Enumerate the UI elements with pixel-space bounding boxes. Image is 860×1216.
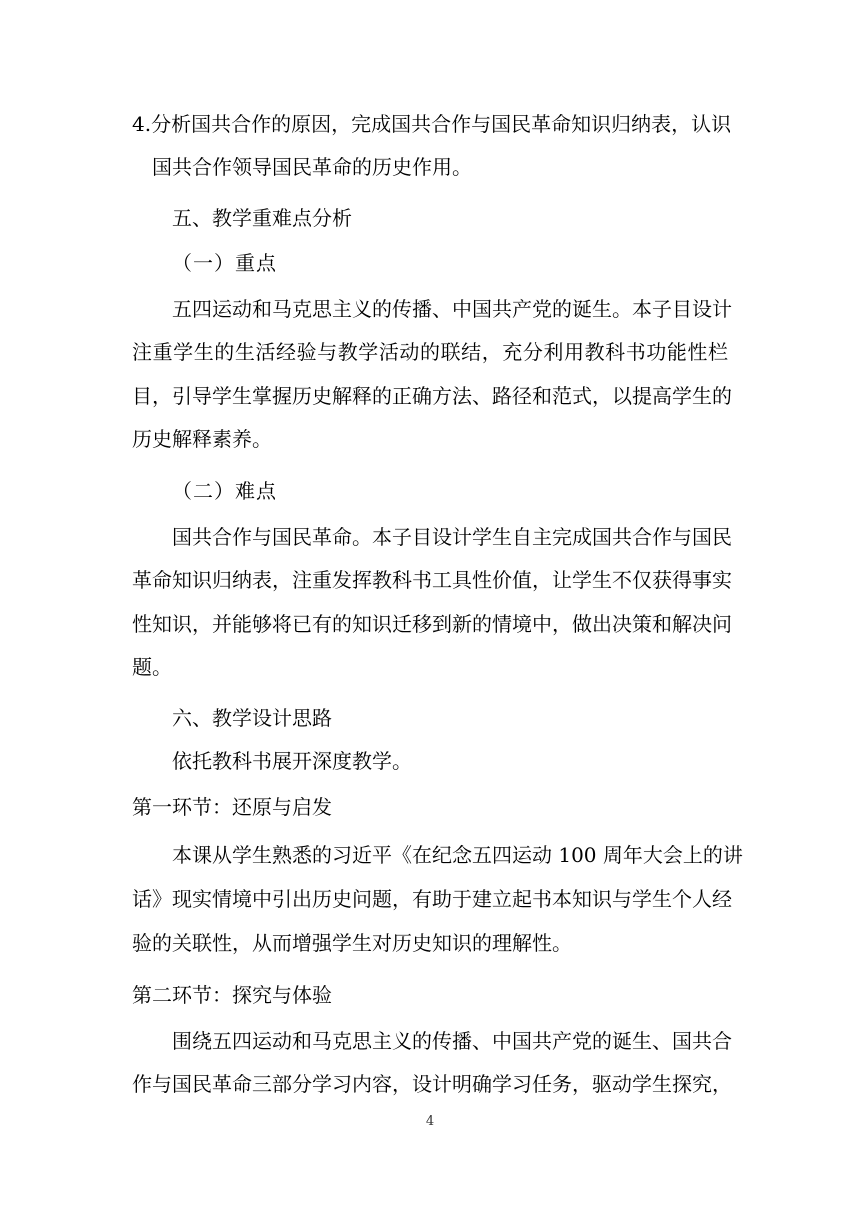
key-point-line2: 注重学生的生活经验与教学活动的联结，充分利用教科书功能性栏 <box>132 340 728 364</box>
stage-1-line3: 验的关联性，从而增强学生对历史知识的理解性。 <box>132 931 572 955</box>
key-point-line1: 五四运动和马克思主义的传播、中国共产党的诞生。本子目设计 <box>172 297 732 321</box>
key-point-line4: 历史解释素养。 <box>132 427 272 451</box>
difficulty-line3: 性知识，并能够将已有的知识迁移到新的情境中，做出决策和解决问 <box>132 612 732 636</box>
key-point-heading: （一）重点 <box>172 251 277 275</box>
stage-1-title: 第一环节：还原与启发 <box>132 795 332 819</box>
stage-1-line2: 话》现实情境中引出历史问题，有助于建立起书本知识与学生个人经 <box>132 887 732 911</box>
difficulty-line1: 国共合作与国民革命。本子目设计学生自主完成国共合作与国民 <box>172 525 732 549</box>
design-intro: 依托教科书展开深度教学。 <box>172 749 412 773</box>
difficulty-line4: 题。 <box>132 655 172 679</box>
section-5-title: 五、教学重难点分析 <box>172 206 352 230</box>
page-number: 4 <box>425 1114 435 1129</box>
difficulty-heading: （二）难点 <box>172 479 277 503</box>
stage-1-line1: 本课从学生熟悉的习近平《在纪念五四运动 100 周年大会上的讲 <box>172 843 743 867</box>
stage-2-title: 第二环节：探究与体验 <box>132 983 332 1007</box>
stage-2-line2: 作与国民革命三部分学习内容，设计明确学习任务，驱动学生探究， <box>132 1072 732 1096</box>
difficulty-line2: 革命知识归纳表，注重发挥教科书工具性价值，让学生不仅获得事实 <box>132 568 732 592</box>
stage-2-line1: 围绕五四运动和马克思主义的传播、中国共产党的诞生、国共合 <box>172 1029 732 1053</box>
objective-4-line1: 4.分析国共合作的原因，完成国共合作与国民革命知识归纳表，认识 <box>132 112 732 136</box>
key-point-line3: 目，引导学生掌握历史解释的正确方法、路径和范式，以提高学生的 <box>132 384 732 408</box>
section-6-title: 六、教学设计思路 <box>172 706 332 730</box>
objective-4-line2: 国共合作领导国民革命的历史作用。 <box>152 155 472 179</box>
